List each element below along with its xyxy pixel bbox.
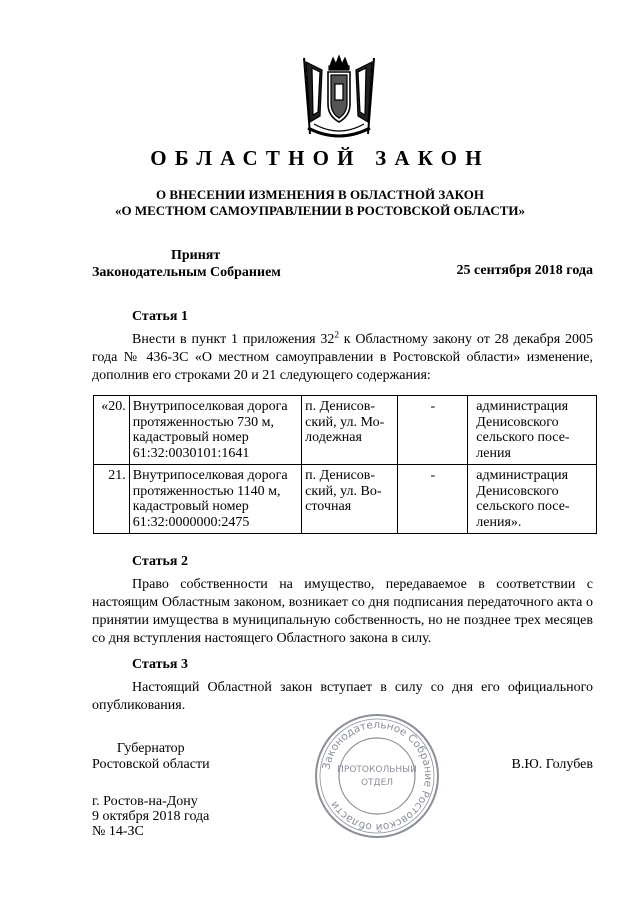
row-number: 21.	[94, 465, 130, 534]
owner-cell	[468, 465, 597, 534]
position-line: Губернатор	[116, 741, 185, 756]
official-stamp	[313, 712, 441, 840]
cell-text: Внутрипоселковая дорога протяженностью 730 м, кадастровый номер 61:32:0030101:1641	[132, 399, 288, 461]
cadastral-cell: -	[398, 465, 468, 534]
footer-date: 9 октября 2018 года	[92, 809, 210, 824]
cadastral-cell: -	[398, 396, 468, 465]
address-cell	[302, 465, 398, 534]
superscript: 2	[334, 329, 339, 340]
adopted-label: Принят	[171, 248, 221, 263]
amendment-table	[93, 395, 597, 534]
footer-city: г. Ростов-на-Дону	[92, 794, 198, 809]
cell-text: п. Денисов- ский, ул. Во- сточная	[305, 468, 382, 514]
article-1-text	[92, 331, 593, 385]
object-cell	[129, 396, 301, 465]
adopted-date: 25 сентября 2018 года	[456, 263, 593, 278]
article-2-heading: Статья 2	[132, 554, 188, 569]
document-footer	[92, 794, 209, 839]
subtitle-line: О ВНЕСЕНИИ ИЗМЕНЕНИЯ В ОБЛАСТНОЙ ЗАКОН	[156, 187, 484, 202]
stamp-ring-text: Законодательное Собрание Ростовской области	[320, 718, 435, 834]
owner-cell	[468, 396, 597, 465]
address-cell	[302, 396, 398, 465]
cell-text: п. Денисов- ский, ул. Мо- лодежная	[305, 399, 385, 445]
table-row	[94, 465, 597, 534]
article-1-text-part: Внести в пункт 1 приложения 32	[132, 332, 335, 347]
article-1-text-part: к Областному закону от 28 декабря 2005 года № 436-ЗС «О местном самоуправлении в Ростовской области» изменение, дополнив его строками 20 и 21 следующего содержания:	[92, 332, 593, 383]
signatory-name: В.Ю. Голубев	[511, 757, 593, 772]
table-row	[94, 396, 597, 465]
stamp-center-line: ПРОТОКОЛЬНЫЙ	[337, 765, 417, 775]
article-1-heading: Статья 1	[132, 309, 188, 324]
footer-number: № 14-ЗС	[92, 824, 144, 839]
law-title: ОБЛАСТНОЙ ЗАКОН	[150, 146, 490, 170]
signatory-position	[92, 741, 210, 773]
cell-text: Внутрипоселковая дорога протяженностью 1140 м, кадастровый номер 61:32:0000000:2475	[132, 468, 288, 530]
stamp-center-line: ОТДЕЛ	[360, 778, 394, 788]
cell-text: администрация Денисовского сельского посе- ления	[476, 399, 570, 461]
row-number: «20.	[94, 396, 130, 465]
law-subtitle	[0, 187, 640, 219]
article-3-text: Настоящий Областной закон вступает в силу со дня его официального опубликования.	[92, 680, 593, 713]
position-line: Ростовской области	[92, 757, 210, 772]
subtitle-line: «О МЕСТНОМ САМОУПРАВЛЕНИИ В РОСТОВСКОЙ ОБЛАСТИ»	[115, 203, 525, 218]
object-cell	[129, 465, 301, 534]
cell-text: администрация Денисовского сельского посе- ления».	[476, 468, 570, 530]
article-3-heading: Статья 3	[132, 657, 188, 672]
coat-of-arms-icon	[300, 54, 378, 142]
article-2-text: Право собственности на имущество, передаваемое в соответствии с настоящим Областным законом, возникает со дня подписания передаточного акта о принятии имущества в муниципальную собственность, но не позднее трех месяцев со дня вступления настоящего Областного закона в силу.	[92, 577, 593, 646]
adopted-by: Законодательным Собранием	[92, 265, 281, 280]
adopted-block	[92, 247, 281, 281]
